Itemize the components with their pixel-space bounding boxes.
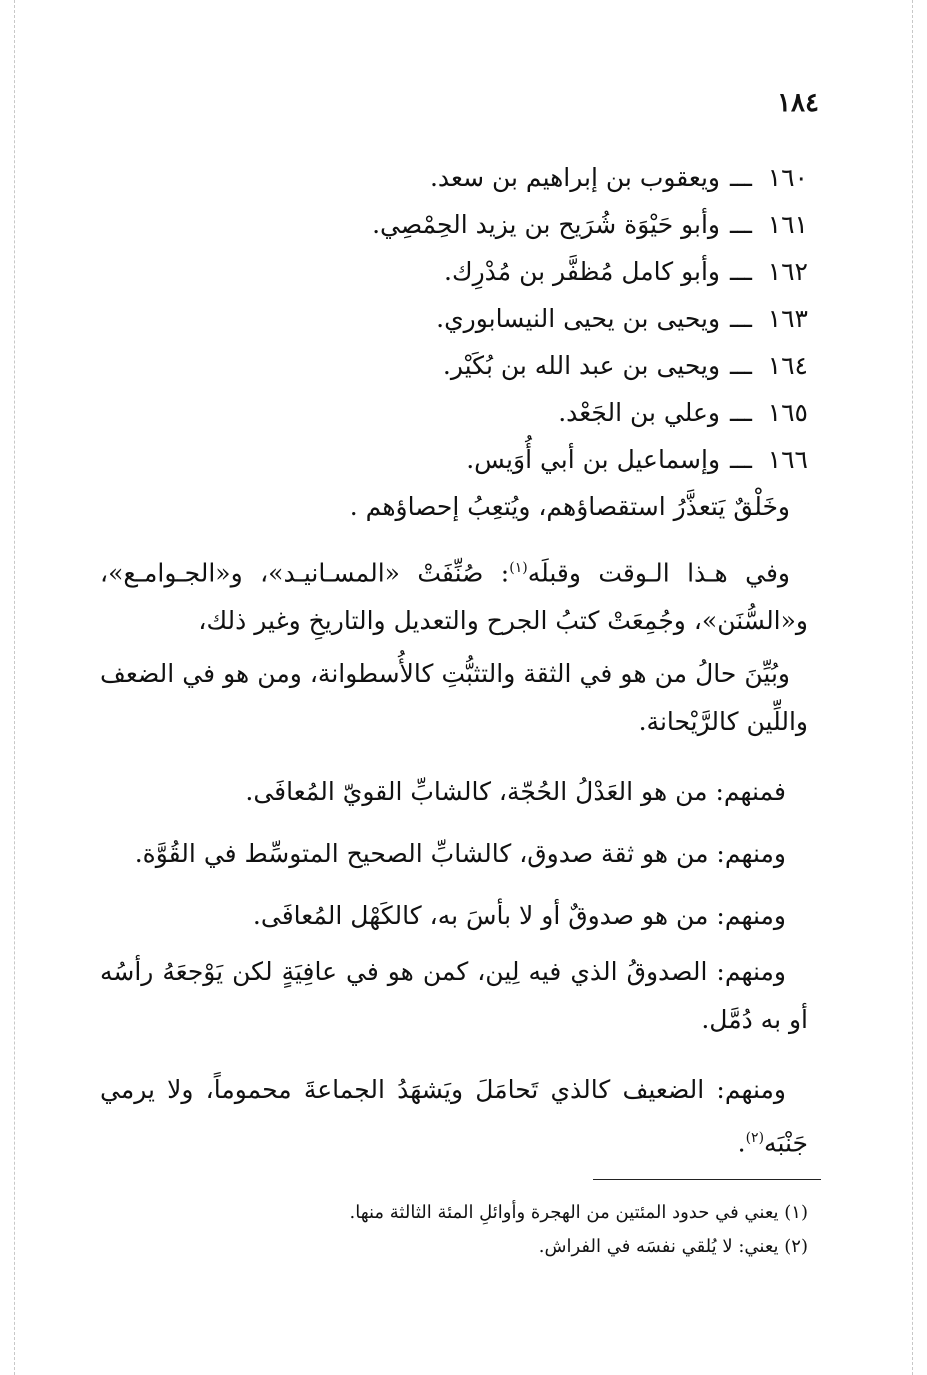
list-item-text: وإسماعيل بن أبي أُوَيس. — [466, 445, 721, 474]
list-item — [100, 295, 808, 342]
paragraph-text: : صُنِّفَتْ «المسـانيـد»، و«الجـوامـع»، و«السُّنَن»، وجُمِعَتْ كتبُ الجرح والتعديل والتاريخِ وغير ذلك، — [100, 558, 808, 636]
list-item — [100, 389, 808, 436]
footnote-1: (١) يعني في حدود المئتين من الهجرة وأوائلِ المئة الثالثة منها. — [349, 1202, 808, 1223]
page-number: ١٨٤ — [777, 88, 819, 118]
list-item — [100, 342, 808, 389]
category-3 — [100, 892, 808, 940]
list-item-dash: ـــ — [730, 398, 752, 427]
list-item — [100, 201, 808, 248]
list-item-dash: ـــ — [730, 304, 752, 333]
list-item-dash: ـــ — [730, 351, 752, 380]
list-item — [100, 248, 808, 295]
list-item-number: ١٦١ — [767, 210, 808, 239]
list-item-dash: ـــ — [730, 257, 752, 286]
paragraph-text: وبُيِّنَ حالُ من هو في الثقة والتثبُّتِ كالأُسطوانة، ومن هو في الضعف واللِّين كالرَّيْحانة. — [100, 659, 808, 736]
footnote-2: (٢) يعني: لا يُلقي نفسَه في الفراش. — [538, 1236, 808, 1257]
list-item-number: ١٦٣ — [767, 304, 808, 333]
list-item-dash: ـــ — [730, 163, 752, 192]
list-item-number: ١٦٠ — [767, 163, 808, 192]
list-item — [100, 436, 808, 483]
scan-edge-left — [14, 0, 15, 1375]
list-item-text: ويحيى بن يحيى النيسابوري. — [436, 304, 721, 333]
footnote-ref: (٢) — [745, 1130, 765, 1146]
category-text: ومنهم: الضعيف كالذي تَحامَلَ ويَشهَدُ الجماعةَ محموماً، ولا يرمي جَنْبَه — [100, 1075, 808, 1158]
category-end: . — [737, 1128, 746, 1158]
category-text: فمنهم: من هو العَدْلُ الحُجّة، كالشابِّ القويّ المُعافَى. — [245, 777, 786, 806]
list-item-number: ١٦٤ — [767, 351, 808, 380]
category-2 — [100, 830, 808, 878]
category-text: ومنهم: الصدوقُ الذي فيه لِين، كمن هو في عافِيَةٍ لكن يَوْجعَهُ رأسُه أو به دُمَّل. — [100, 957, 808, 1034]
list-item-number: ١٦٥ — [767, 398, 808, 427]
footnote-separator — [593, 1179, 821, 1180]
list-item-dash: ـــ — [730, 445, 752, 474]
paragraph-grading — [100, 650, 808, 746]
list-item-text: ويحيى بن عبد الله بن بُكَيْر. — [442, 351, 721, 380]
paragraph-text: وفي هـذا الـوقت وقبلَه — [527, 558, 790, 588]
list-item-text: وأبو كامل مُظفَّر بن مُدْرِك. — [444, 257, 721, 286]
list-item-number: ١٦٦ — [767, 445, 808, 474]
narrator-list — [100, 154, 808, 531]
category-1 — [100, 768, 808, 816]
category-4 — [100, 948, 808, 1044]
footnote-ref: (١) — [509, 560, 528, 576]
list-item — [100, 154, 808, 201]
category-5 — [100, 1066, 808, 1167]
list-item-text: ويعقوب بن إبراهيم بن سعد. — [429, 163, 721, 192]
category-text: ومنهم: من هو ثقة صدوق، كالشابِّ الصحيح المتوسِّط في القُوَّة. — [134, 839, 786, 868]
list-item-number: ١٦٢ — [767, 257, 808, 286]
category-text: ومنهم: من هو صدوقٌ أو لا بأسَ به، كالكَهْل المُعافَى. — [252, 901, 786, 930]
paragraph-compilation — [100, 544, 808, 645]
scan-edge-right — [912, 0, 913, 1375]
closing-line: وخَلْقٌ يَتعذَّرُ استقصاؤهم، ويُتعِبُ إحصاؤهم . — [349, 492, 790, 521]
list-item-dash: ـــ — [730, 210, 752, 239]
footnotes — [100, 1196, 808, 1264]
list-item-text: وأبو حَيْوَة شُرَيح بن يزيد الحِمْصِي. — [372, 210, 721, 239]
list-item-text: وعلي بن الجَعْد. — [558, 398, 721, 427]
